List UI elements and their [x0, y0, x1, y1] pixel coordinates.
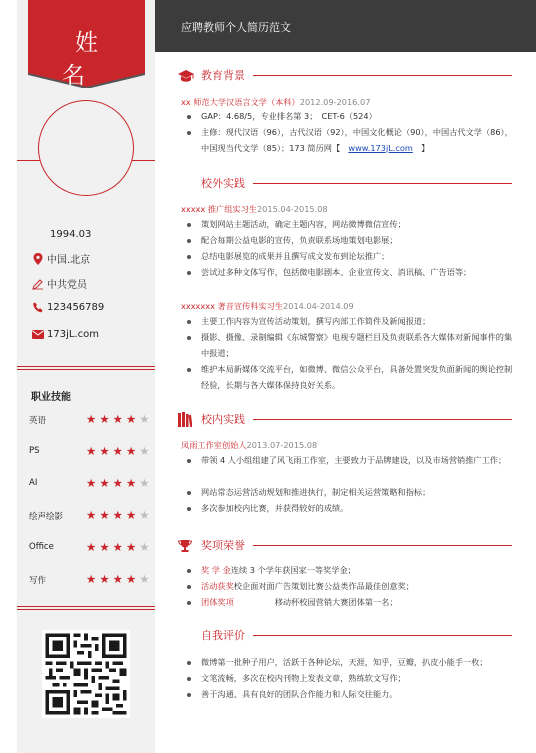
campus-item: 带领 4 人小组组建了风飞雨工作室，主要致力于品牌建设，以及市场营销推广工作； — [185, 453, 519, 469]
birth-row — [29, 227, 91, 241]
skill-rating — [86, 572, 153, 586]
education-rule — [253, 75, 512, 76]
star-filled-icon: ★ — [112, 444, 126, 458]
campus-practice-title: 校内实践 — [201, 413, 245, 426]
section-external-practice — [178, 175, 518, 193]
skills-divider-top-2 — [17, 369, 155, 370]
star-filled-icon: ★ — [112, 412, 126, 426]
external-practice-title: 校外实践 — [201, 177, 245, 190]
location-pin-icon — [29, 252, 47, 266]
trophy-icon — [178, 538, 194, 552]
star-filled-icon: ★ — [125, 508, 140, 522]
skill-label: 写作 — [29, 576, 47, 586]
education-title: 教育背景 — [201, 69, 245, 82]
skill-rating — [86, 540, 153, 554]
self-evaluation-title: 自我评价 — [201, 629, 245, 642]
section-awards — [178, 537, 518, 555]
campus-item: 网站常态运营活动规划和推进执行，制定相关运营策略和指标； — [185, 485, 519, 501]
job1-item: 总结电影展览的成果并且撰写成文发布到论坛推广； — [185, 249, 519, 265]
award-label: 奖 学 金 — [201, 565, 231, 575]
star-filled-icon: ★ — [125, 476, 140, 490]
awards-rule — [253, 545, 512, 546]
star-empty-icon: ★ — [139, 444, 153, 458]
job2-entry — [181, 301, 354, 312]
party-row — [29, 276, 87, 291]
star-filled-icon: ★ — [99, 572, 113, 586]
education-item: GAP：4.68/5，专业排名第 3； CET-6（524） — [185, 109, 519, 125]
star-filled-icon: ★ — [86, 444, 100, 458]
star-filled-icon: ★ — [112, 572, 126, 586]
award-text: 移动杯校园营销大赛团体第一名； — [233, 597, 398, 607]
star-filled-icon: ★ — [86, 412, 100, 426]
star-empty-icon: ★ — [139, 540, 153, 554]
email-row — [29, 327, 99, 341]
job2-period: 2014.04-2014.09 — [283, 301, 354, 311]
external-practice-rule — [253, 183, 512, 184]
star-filled-icon: ★ — [86, 508, 100, 522]
star-filled-icon: ★ — [125, 572, 140, 586]
star-filled-icon: ★ — [112, 476, 126, 490]
self-evaluation-rule — [253, 635, 512, 636]
location-row — [29, 251, 90, 266]
skill-rating — [86, 508, 153, 522]
section-education — [178, 67, 518, 85]
mail-icon — [29, 327, 47, 341]
graduation-cap-icon — [178, 68, 194, 82]
campus-entry — [181, 440, 317, 451]
skills-divider-top — [17, 366, 155, 367]
star-filled-icon: ★ — [86, 476, 100, 490]
star-filled-icon: ★ — [112, 508, 126, 522]
award-item — [185, 563, 519, 579]
skill-row — [29, 445, 154, 459]
phone-text: 123456789 — [47, 301, 105, 313]
page-title: 应聘教师个人简历范文 — [181, 21, 291, 34]
star-empty-icon: ★ — [139, 412, 153, 426]
skill-row — [29, 509, 154, 523]
skill-row — [29, 573, 154, 587]
party-text: 中共党员 — [47, 280, 87, 291]
job1-org: xxxxx 推广组实习生 — [181, 204, 257, 214]
star-filled-icon: ★ — [112, 540, 126, 554]
award-label: 活动获奖 — [201, 581, 234, 591]
qr-divider-2 — [17, 609, 155, 610]
name-badge — [28, 0, 145, 88]
award-label: 团体奖项 — [201, 597, 234, 607]
job2-item: 摄影、摄像、录制编辑《东城警察》电视专题栏目及负责联系各大媒体对新闻事件的集中报道； — [185, 330, 519, 361]
birth-date: 1994.03 — [50, 228, 92, 240]
books-icon — [178, 412, 194, 426]
name-text: 姓名 — [62, 30, 124, 89]
education-period: 2012.09-2016.07 — [299, 97, 371, 107]
star-filled-icon: ★ — [125, 444, 140, 458]
star-filled-icon: ★ — [99, 476, 113, 490]
campus-org: 凤雨工作室创始人 — [181, 440, 247, 450]
phone-icon — [29, 300, 47, 314]
location-text: 中国.北京 — [47, 255, 91, 266]
pen-icon — [29, 277, 47, 291]
skill-rating — [86, 412, 153, 426]
section-campus-practice — [178, 411, 518, 429]
resume-site-link[interactable]: www.173jL.com — [348, 142, 413, 153]
skill-label: 英语 — [29, 416, 47, 426]
skill-label: Office — [29, 542, 54, 552]
star-empty-icon: ★ — [139, 508, 153, 522]
self-evaluation-item: 微博第一批种子用户，活跃于各种论坛，天涯，知乎，豆瓣，扒皮小能手一枚； — [185, 655, 519, 671]
skill-rating — [86, 476, 153, 490]
education-entry — [181, 97, 370, 108]
star-filled-icon: ★ — [99, 508, 113, 522]
qr-code — [42, 630, 130, 718]
star-filled-icon: ★ — [125, 540, 140, 554]
job2-item: 主要工作内容为宣传活动策划，撰写内部工作简件及新闻报道； — [185, 314, 519, 330]
star-filled-icon: ★ — [125, 412, 140, 426]
job1-item: 尝试过多种文体写作，包括微电影剧本、企业宣传文、消讯稿、广告语等； — [185, 265, 519, 281]
education-item: 主修：现代汉语（96），古代汉语（92），中国文化概论（90），中国古代文学（86），中国现当代文学（85）；173 简历网【 www.173jL.com 】 — [185, 125, 519, 156]
campus-item: 多次参加校内比赛，并获得较好的成绩。 — [185, 501, 519, 517]
qr-divider — [17, 606, 155, 607]
header-bar — [155, 0, 536, 52]
job1-item: 配合每期公益电影的宣传，负责联系场地策划电影展； — [185, 233, 519, 249]
campus-period: 2013.07-2015.08 — [246, 440, 318, 450]
skill-row — [29, 477, 154, 491]
job1-entry — [181, 204, 328, 215]
job1-item: 策划网站主题活动，确定主题内容，网站微博微信宣传； — [185, 217, 519, 233]
award-item — [185, 595, 519, 611]
star-filled-icon: ★ — [99, 444, 113, 458]
job2-org: xxxxxxx 著音宣传科实习生 — [181, 301, 284, 311]
campus-practice-rule — [253, 419, 512, 420]
email-text: 173jL.com — [47, 328, 99, 340]
skill-row — [29, 413, 154, 427]
job1-period: 2015.04-2015.08 — [256, 204, 328, 214]
profile-photo — [38, 100, 134, 196]
star-empty-icon: ★ — [139, 572, 153, 586]
education-school: xx 师范大学汉语言文学（本科） — [181, 97, 300, 107]
self-evaluation-item: 善于沟通、具有良好的团队合作能力和人际交往能力。 — [185, 687, 519, 703]
awards-title: 奖项荣誉 — [201, 539, 245, 552]
star-filled-icon: ★ — [86, 540, 100, 554]
skill-label: PS — [29, 446, 40, 456]
skill-row — [29, 541, 154, 555]
sidebar — [17, 0, 155, 753]
section-self-evaluation — [178, 627, 518, 645]
star-filled-icon: ★ — [86, 572, 100, 586]
skills-title: 职业技能 — [31, 392, 71, 403]
award-text: 校企面对面广告策划比赛公益类作品最佳创意奖； — [233, 581, 414, 591]
skill-label: 绘声绘影 — [29, 512, 64, 522]
star-filled-icon: ★ — [99, 540, 113, 554]
skill-rating — [86, 444, 153, 458]
self-evaluation-item: 文笔流畅，多次在校内刊物上发表文章，熟练软文写作； — [185, 671, 519, 687]
star-empty-icon: ★ — [139, 476, 153, 490]
award-item — [185, 579, 519, 595]
job2-item: 维护本局新媒体交流平台，如微博、微信公众平台，具备处置突发负面新闻的舆论控制经验，长期与各大媒体保持良好关系。 — [185, 362, 519, 393]
award-text: 连续 3 个学年获国家一等奖学金； — [230, 565, 356, 575]
skill-label: AI — [29, 478, 38, 488]
star-filled-icon: ★ — [99, 412, 113, 426]
phone-row — [29, 300, 104, 314]
